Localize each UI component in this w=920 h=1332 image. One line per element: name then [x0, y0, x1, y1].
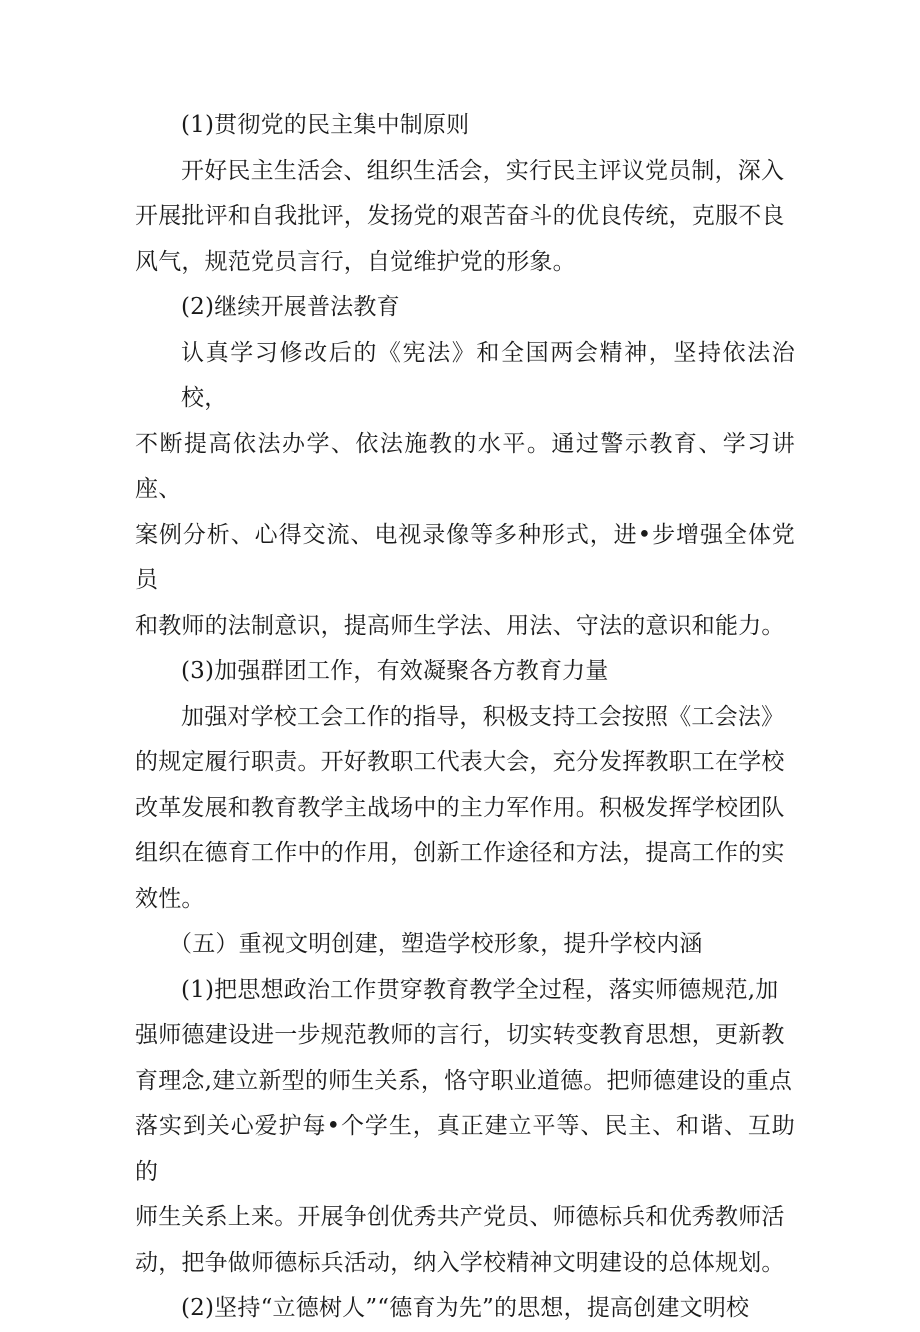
paragraph-line: 的规定履行职责。开好教职工代表大会，充分发挥教职工在学校: [135, 749, 785, 775]
paragraph-trade-union: [135, 695, 795, 923]
section-heading-law-education: [181, 285, 795, 331]
section-heading-civilization-building: [169, 922, 795, 968]
paragraph-law-education: [135, 331, 795, 650]
paragraph-line: 动，把争做师德标兵活动，纳入学校精神文明建设的总体规划。: [135, 1249, 785, 1276]
paragraph-line: 风气，规范党员言行，自觉维护党的形象。: [135, 248, 576, 275]
paragraph-line: 落实到关心爱护每•个学生，真正建立平等、民主、和谐、互助的: [135, 1113, 795, 1185]
paragraph-teacher-ethics: [135, 968, 795, 1287]
paragraph-line: 加强对学校工会工作的指导，积极支持工会按照《工会法》: [181, 703, 785, 730]
paragraph-line: 改革发展和教育教学主战场中的主力军作用。积极发挥学校团队: [135, 794, 785, 821]
paragraph-line: 和教师的法制意识，提高师生学法、用法、守法的意识和能力。: [135, 612, 785, 639]
heading-line: （五）重视文明创建，塑造学校形象，提升学校内涵: [169, 931, 703, 957]
paragraph-line: 效性。: [135, 885, 205, 912]
paragraph-line: 开好民主生活会、组织生活会，实行民主评议党员制，深入: [181, 157, 785, 184]
paragraph-line: 育理念,建立新型的师生关系，恪守职业道德。把师德建设的重点: [135, 1067, 793, 1094]
paragraph-line: 组织在德育工作中的作用，创新工作途径和方法，提高工作的实: [135, 840, 785, 866]
paragraph-line: (1)把思想政治工作贯穿教育教学全过程，落实师德规范,加: [181, 976, 779, 1003]
paragraph-line: 认真学习修改后的《宪法》和全国两会精神，坚持依法治校，: [181, 339, 795, 411]
heading-line: (1)贯彻党的民主集中制原则: [181, 112, 470, 138]
paragraph-line: (2)坚持“立德树人”“德育为先”的思想，提高创建文明校: [181, 1295, 750, 1321]
paragraph-line: 开展批评和自我批评，发扬党的艰苦奋斗的优良传统，克服不良: [135, 203, 785, 229]
document-body: [135, 103, 795, 1332]
paragraph-democratic-life: [135, 149, 795, 286]
paragraph-line: 师生关系上来。开展争创优秀共产党员、师德标兵和优秀教师活: [135, 1204, 785, 1230]
paragraph-line: 强师德建设进一步规范教师的言行，切实转变教育思想，更新教: [135, 1022, 785, 1048]
paragraph-line: 案例分析、心得交流、电视录像等多种形式，进•步增强全体党员: [135, 521, 795, 593]
heading-line: (2)继续开展普法教育: [181, 294, 400, 320]
section-heading-democratic-centralism: [181, 103, 795, 149]
paragraph-line: 不断提高依法办学、依法施教的水平。通过警示教育、学习讲座、: [135, 430, 795, 502]
section-heading-mass-organizations: [181, 649, 795, 695]
heading-line: (3)加强群团工作，有效凝聚各方教育力量: [181, 658, 609, 684]
paragraph-moral-education: [135, 1286, 795, 1332]
